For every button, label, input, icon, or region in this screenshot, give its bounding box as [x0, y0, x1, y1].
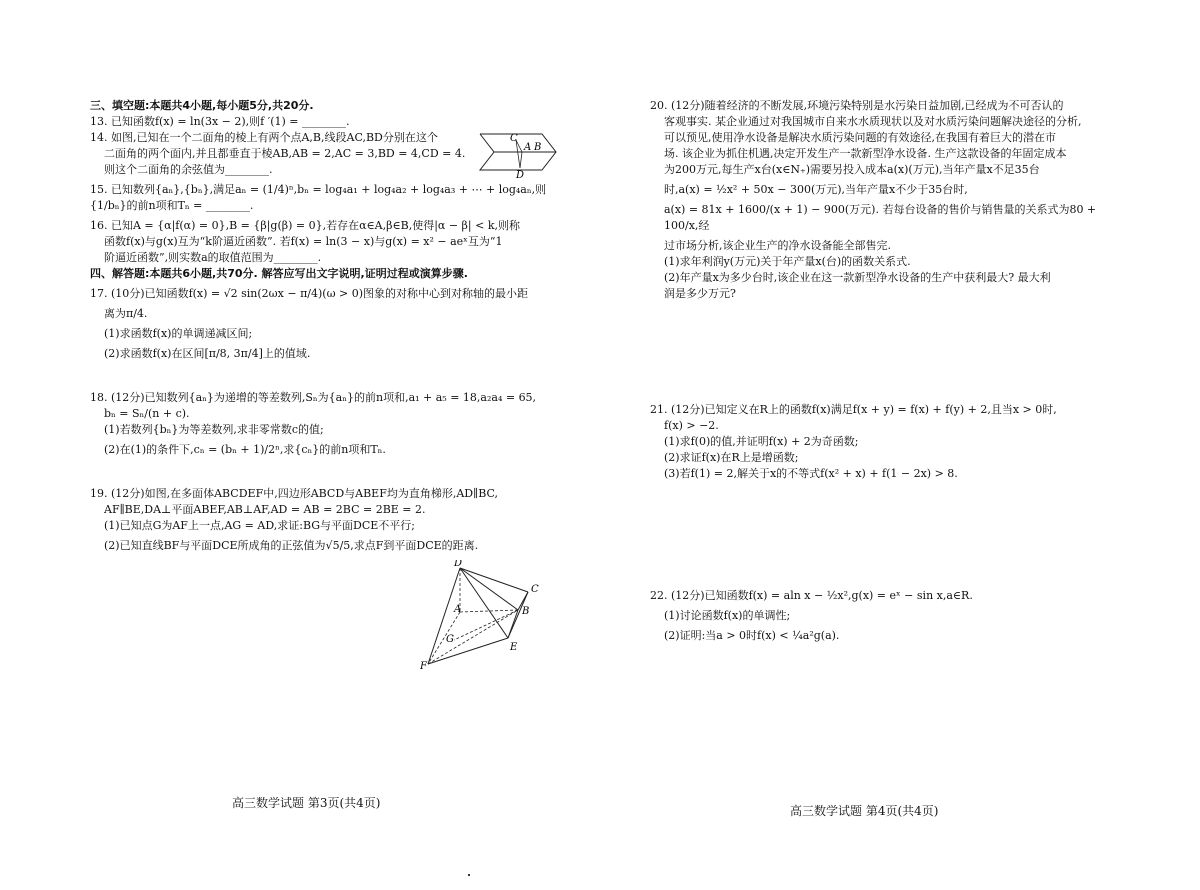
poly-label-e: E — [510, 642, 518, 653]
question-20-line-5: 为200万元,每生产x台(x∈N₊)需要另投入成本a(x)(万元),当年产量x不足35台 — [664, 163, 1040, 176]
question-20-line-1: 20. (12分)随着经济的不断发展,环境污染特别是水污染日益加剧,已经成为不可否认的 — [650, 99, 1064, 112]
question-18-part-1: (1)若数列{bₙ}为等差数列,求非零常数c的值; — [104, 423, 324, 436]
question-14-line-2: 二面角的两个面内,并且都垂直于棱AB,AB = 2,AC = 3,BD = 4,CD = 4. — [104, 147, 466, 160]
question-14-line-1: 14. 如图,已知在一个二面角的棱上有两个点A,B,线段AC,BD分别在这个 — [90, 131, 438, 144]
question-16 — [90, 218, 550, 266]
right-column — [650, 98, 1120, 644]
dihedral-figure — [478, 128, 558, 180]
question-19 — [90, 486, 550, 670]
question-22-line-1: 22. (12分)已知函数f(x) = aln x − ½x²,g(x) = eˣ − sin x,a∈R. — [650, 589, 973, 602]
question-15-line-2: {1/bₙ}的前n项和Tₙ = ________. — [90, 199, 254, 212]
question-21 — [650, 402, 1120, 482]
polyhedron-figure — [420, 560, 540, 670]
question-20-line-4: 场. 该企业为抓住机遇,决定开发生产一款新型净水设备. 生产这款设备的年固定成本 — [664, 147, 1067, 160]
question-13: 13. 已知函数f(x) = ln(3x − 2),则f ′(1) = ________. — [90, 115, 350, 128]
question-21-part-1: (1)求f(0)的值,并证明f(x) + 2为奇函数; — [664, 435, 859, 448]
question-18-line-1: 18. (12分)已知数列{aₙ}为递增的等差数列,Sₙ为{aₙ}的前n项和,a₁ + a₅ = 18,a₂a₄ = 65, — [90, 391, 537, 404]
poly-label-f: F — [420, 661, 427, 670]
question-19-part-1: (1)已知点G为AF上一点,AG = AD,求证:BG与平面DCE不平行; — [104, 519, 416, 532]
dihedral-label-a: A — [524, 142, 532, 153]
question-19-line-2: AF∥BE,DA⊥平面ABEF,AB⊥AF,AD = AB = 2BC = 2BE = 2. — [104, 503, 426, 516]
poly-label-b: B — [522, 606, 530, 617]
scan-dot — [468, 874, 470, 876]
question-17-line-1: 17. (10分)已知函数f(x) = √2 sin(2ωx − π/4)(ω > 0)图象的对称中心到对称轴的最小距 — [90, 287, 529, 300]
question-15 — [90, 182, 550, 214]
question-21-line-1: 21. (12分)已知定义在R上的函数f(x)满足f(x + y) = f(x) + f(y) + 2,且当x > 0时, — [650, 403, 1057, 416]
question-21-line-2: f(x) > −2. — [664, 419, 719, 432]
question-18-line-2: bₙ = Sₙ/(n + c). — [104, 407, 190, 420]
question-17-line-2: 离为π/4. — [104, 307, 148, 320]
poly-label-a: A — [454, 604, 462, 615]
question-20-line-7: a(x) = 81x + 1600/(x + 1) − 900(万元). 若每台设备的售价与销售量的关系式为80 + 100/x,经 — [664, 203, 1097, 232]
question-20-line-2: 客观事实. 某企业通过对我国城市自来水水质现状以及对水质污染问题解决途径的分析, — [664, 115, 1082, 128]
question-16-line-3: 阶逼近函数”,则实数a的取值范围为________. — [104, 251, 322, 264]
question-20-part-1: (1)求年利润y(万元)关于年产量x(台)的函数关系式. — [664, 255, 911, 268]
question-15-line-1: 15. 已知数列{aₙ},{bₙ},满足aₙ = (1/4)ⁿ,bₙ = log₄a₁ + log₄a₂ + log₄a₃ + ⋯ + log₄aₙ,则 — [90, 183, 547, 196]
poly-label-g: G — [446, 634, 454, 645]
section-3-heading: 三、填空题:本题共4小题,每小题5分,共20分. — [90, 99, 314, 112]
question-21-part-2: (2)求证f(x)在R上是增函数; — [664, 451, 799, 464]
question-14 — [90, 130, 550, 178]
dihedral-label-c: C — [510, 133, 518, 144]
question-20 — [650, 98, 1120, 302]
question-16-line-2: 函数f(x)与g(x)互为“k阶逼近函数”. 若f(x) = ln(3 − x)与g(x) = x² − aeˣ互为“1 — [104, 235, 503, 248]
question-17-part-1: (1)求函数f(x)的单调递减区间; — [104, 327, 253, 340]
question-21-part-3: (3)若f(1) = 2,解关于x的不等式f(x² + x) + f(1 − 2x) > 8. — [664, 467, 958, 480]
question-19-part-2: (2)已知直线BF与平面DCE所成角的正弦值为√5/5,求点F到平面DCE的距离. — [104, 539, 479, 552]
question-20-line-3: 可以预见,使用净水设备是解决水质污染问题的有效途径,在我国有着巨大的潜在市 — [664, 131, 1056, 144]
left-column — [90, 98, 550, 670]
page-footer-4: 高三数学试题 第4页(共4页) — [790, 804, 939, 818]
question-20-part-2: (2)年产量x为多少台时,该企业在这一款新型净水设备的生产中获利最大? 最大利 — [664, 271, 1051, 284]
question-22-part-2: (2)证明:当a > 0时f(x) < ¼a²g(a). — [664, 629, 840, 642]
question-20-line-11: 润是多少万元? — [664, 287, 736, 300]
question-17-part-2: (2)求函数f(x)在区间[π/8, 3π/4]上的值域. — [104, 347, 311, 360]
question-22-part-1: (1)讨论函数f(x)的单调性; — [664, 609, 791, 622]
question-19-line-1: 19. (12分)如图,在多面体ABCDEF中,四边形ABCD与ABEF均为直角梯形,AD∥BC, — [90, 487, 498, 500]
question-22 — [650, 588, 1120, 644]
question-20-line-8: 过市场分析,该企业生产的净水设备能全部售完. — [664, 239, 891, 252]
dihedral-label-b: B — [534, 142, 542, 153]
question-18 — [90, 390, 550, 458]
page-footer-3: 高三数学试题 第3页(共4页) — [232, 796, 381, 810]
question-18-part-2: (2)在(1)的条件下,cₙ = (bₙ + 1)/2ⁿ,求{cₙ}的前n项和Tₙ. — [104, 443, 386, 456]
poly-label-d: D — [454, 560, 463, 569]
section-4-heading: 四、解答题:本题共6小题,共70分. 解答应写出文字说明,证明过程或演算步骤. — [90, 267, 468, 280]
question-17 — [90, 286, 550, 362]
question-20-line-6: 时,a(x) = ½x² + 50x − 300(万元),当年产量x不少于35台时, — [664, 183, 968, 196]
question-16-line-1: 16. 已知A = {α|f(α) = 0},B = {β|g(β) = 0},若存在α∈A,β∈B,使得|α − β| < k,则称 — [90, 219, 520, 232]
poly-label-c: C — [531, 584, 539, 595]
question-14-line-3: 则这个二面角的余弦值为________. — [104, 163, 273, 176]
dihedral-label-d: D — [516, 170, 525, 180]
